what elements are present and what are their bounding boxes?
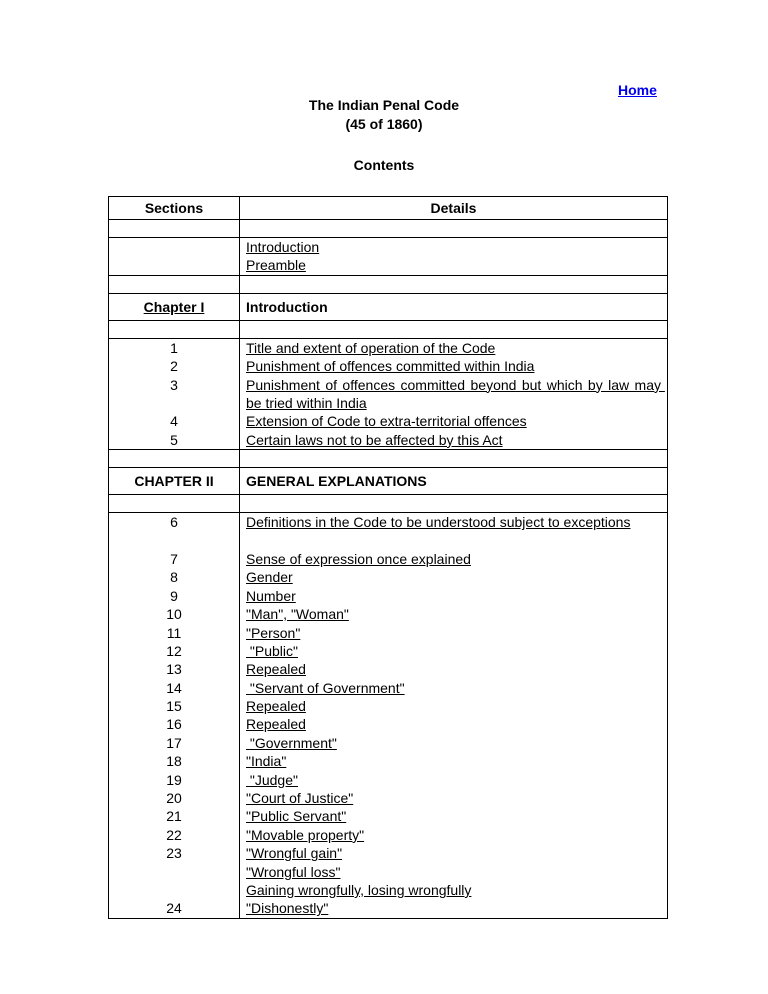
sections-cell xyxy=(109,238,240,276)
section-number: 8 xyxy=(170,569,178,586)
section-number: 24 xyxy=(166,900,182,917)
contents-heading: Contents xyxy=(353,157,415,173)
blank-cell xyxy=(109,275,240,293)
section-link[interactable]: Repealed xyxy=(246,661,306,678)
section-link[interactable]: "Court of Justice" xyxy=(246,790,354,807)
chapter-row xyxy=(109,293,668,320)
blank-cell xyxy=(109,220,240,238)
section-number: 13 xyxy=(166,661,182,678)
section-number: 12 xyxy=(166,642,182,659)
section-number: 4 xyxy=(170,413,178,430)
preamble-link[interactable]: Preamble xyxy=(246,257,306,274)
section-numbers xyxy=(109,513,240,919)
section-link[interactable]: "Person" xyxy=(246,624,301,641)
section-number: 20 xyxy=(166,790,182,807)
blank-cell xyxy=(240,275,668,293)
section-number: 15 xyxy=(166,698,182,715)
section-number: 14 xyxy=(166,679,182,696)
section-number: 19 xyxy=(166,771,182,788)
blank-cell xyxy=(109,320,240,338)
blank-cell xyxy=(240,495,668,513)
sections-header: Sections xyxy=(109,197,240,220)
section-link[interactable]: "Man", "Woman" xyxy=(246,606,349,623)
section-link[interactable]: "Judge" xyxy=(246,771,298,788)
section-number: 16 xyxy=(166,716,182,733)
section-number: 11 xyxy=(166,624,182,641)
chapter-label[interactable]: Chapter I xyxy=(109,293,240,320)
section-titles xyxy=(240,513,668,919)
section-number: 22 xyxy=(166,826,182,843)
blank-cell xyxy=(240,450,668,468)
details-cell xyxy=(240,238,668,276)
section-link[interactable]: "Government" xyxy=(246,734,337,751)
section-link[interactable]: Number xyxy=(246,587,296,604)
blank-cell xyxy=(240,220,668,238)
section-link[interactable]: Sense of expression once explained xyxy=(246,550,471,567)
section-number xyxy=(115,863,233,881)
contents-table xyxy=(108,196,668,919)
section-number: 17 xyxy=(166,734,182,751)
section-link[interactable]: Gaining wrongfully, losing wrongfully xyxy=(246,882,472,898)
section-link[interactable]: Punishment of offences committed within India xyxy=(246,358,535,375)
chapter-sections-row xyxy=(109,338,668,449)
section-numbers xyxy=(109,338,240,449)
section-link[interactable]: "Dishonestly" xyxy=(246,900,329,917)
section-link[interactable]: Repealed xyxy=(246,716,306,733)
section-link[interactable]: Extension of Code to extra-territorial offences xyxy=(246,413,527,430)
section-link[interactable]: Punishment of offences committed beyond but which by law may be tried within India xyxy=(246,376,665,411)
section-link[interactable]: "Movable property" xyxy=(246,826,365,843)
section-number: 5 xyxy=(170,431,178,448)
blank-cell xyxy=(109,495,240,513)
section-link[interactable]: Gender xyxy=(246,569,293,586)
blank-cell xyxy=(109,450,240,468)
section-number: 7 xyxy=(170,550,178,567)
section-number: 23 xyxy=(166,845,182,862)
chapter-row xyxy=(109,468,668,495)
section-number: 10 xyxy=(166,606,182,623)
section-number: 1 xyxy=(170,339,178,356)
document-title: The Indian Penal Code xyxy=(308,97,460,113)
chapter-title: GENERAL EXPLANATIONS xyxy=(240,468,668,495)
section-number: 21 xyxy=(166,808,182,825)
intro-row xyxy=(109,238,668,276)
section-number xyxy=(115,881,233,899)
chapter-sections-row xyxy=(109,513,668,919)
section-link[interactable]: "Wrongful loss" xyxy=(246,863,341,880)
section-link[interactable]: "Wrongful gain" xyxy=(246,845,343,862)
blank-cell xyxy=(240,320,668,338)
section-number: 9 xyxy=(170,587,178,604)
section-link[interactable]: "Public Servant" xyxy=(246,808,347,825)
introduction-link[interactable]: Introduction xyxy=(246,239,320,255)
section-number: 18 xyxy=(166,753,182,770)
section-link[interactable]: "Servant of Government" xyxy=(246,679,405,696)
section-link[interactable]: "India" xyxy=(246,753,287,770)
details-header: Details xyxy=(240,197,668,220)
table-header-row xyxy=(109,197,668,220)
chapter-label: CHAPTER II xyxy=(109,468,240,495)
section-link[interactable]: "Public" xyxy=(246,642,298,659)
document-subtitle: (45 of 1860) xyxy=(345,116,423,132)
home-link[interactable]: Home xyxy=(618,82,657,98)
section-link[interactable]: Repealed xyxy=(246,698,306,715)
section-link[interactable]: Definitions in the Code to be understood subject to exceptions xyxy=(246,514,631,531)
section-number: 6 xyxy=(170,514,178,531)
section-link[interactable]: Certain laws not to be affected by this Act xyxy=(246,431,503,448)
section-number: 2 xyxy=(170,358,178,375)
section-number: 3 xyxy=(170,376,178,393)
section-link[interactable]: Title and extent of operation of the Code xyxy=(246,339,496,356)
chapter-title: Introduction xyxy=(240,293,668,320)
section-titles xyxy=(240,338,668,449)
